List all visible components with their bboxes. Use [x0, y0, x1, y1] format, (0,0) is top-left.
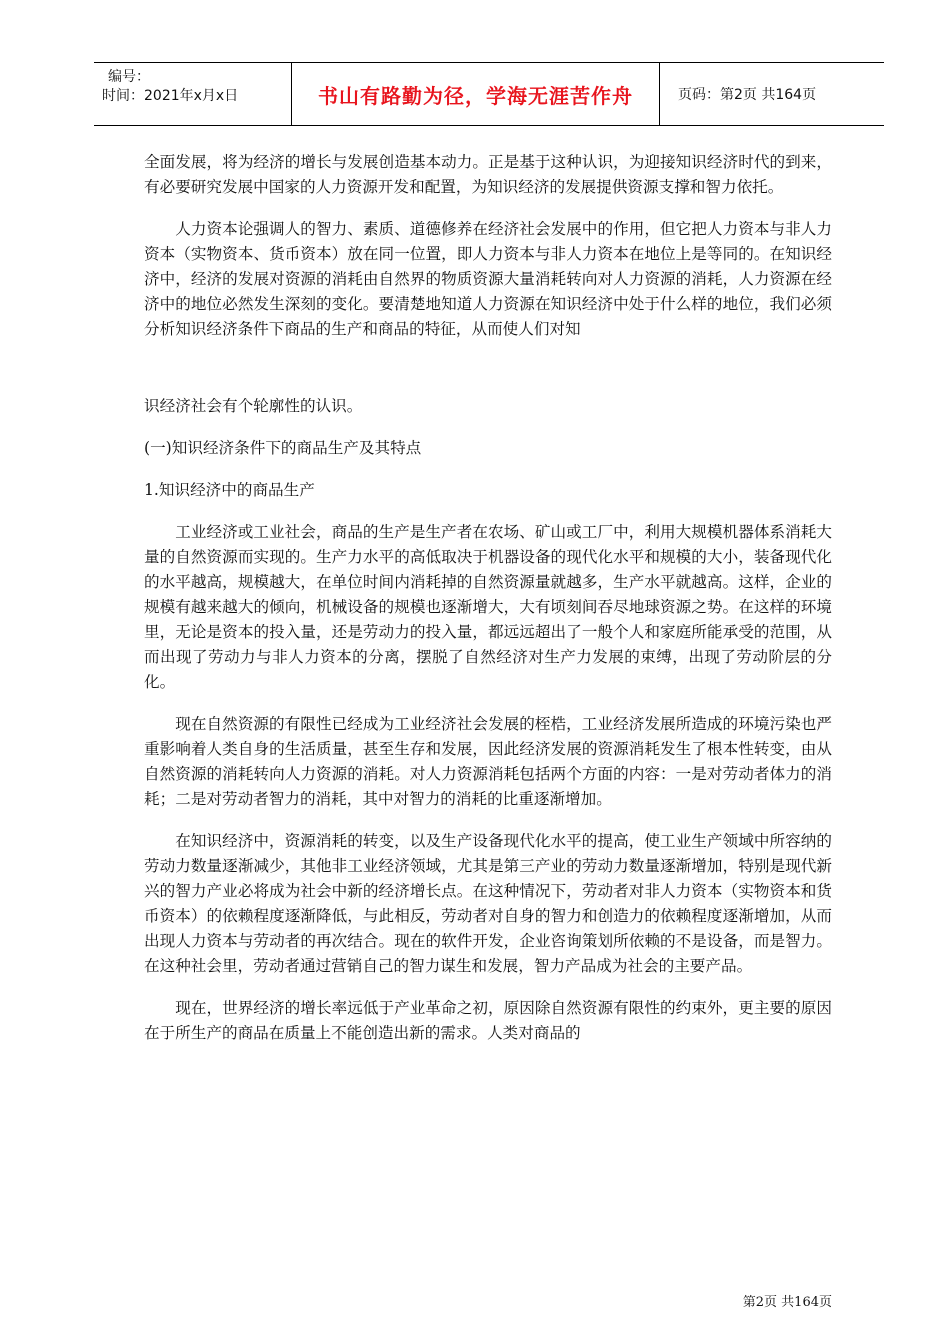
paragraph: 在知识经济中，资源消耗的转变，以及生产设备现代化水平的提高，使工业生产领域中所容纳的劳动力数量逐渐减少，其他非工业经济领域，尤其是第三产业的劳动力数量逐渐增加，特别是现代新兴的智力产业必将成为社会中新的经济增长点。在这种情况下，劳动者对非人力资本（实物资本和货币资本）的依赖程度逐渐降低，与此相反，劳动者对自身的智力和创造力的依赖程度逐渐增加，从而出现人力资本与劳动者的再次结合。现在的软件开发，企业咨询策划所依赖的不是设备，而是智力。在这种社会里，劳动者通过营销自己的智力谋生和发展，智力产品成为社会的主要产品。 — [144, 832, 832, 975]
page-header — [94, 62, 884, 126]
paragraph: 识经济社会有个轮廓性的认识。 — [144, 397, 363, 415]
paragraph: 全面发展，将为经济的增长与发展创造基本动力。正是基于这种认识，为迎接知识经济时代的到来，有必要研究发展中国家的人力资源开发和配置，为知识经济的发展提供资源支撑和智力依托。 — [144, 153, 832, 196]
header-motto-cell — [291, 63, 660, 125]
subsection-heading: 1.知识经济中的商品生产 — [144, 481, 315, 499]
serial-label: 编号： — [108, 69, 150, 85]
section-heading: (一)知识经济条件下的商品生产及其特点 — [144, 439, 422, 457]
paragraph: 现在自然资源的有限性已经成为工业经济社会发展的桎梏，工业经济发展所造成的环境污染也严重影响着人类自身的生活质量，甚至生存和发展，因此经济发展的资源消耗发生了根本性转变，由从自然资源的消耗转向人力资源的消耗。对人力资源消耗包括两个方面的内容：一是对劳动者体力的消耗；二是对劳动者智力的消耗，其中对智力的消耗的比重逐渐增加。 — [144, 715, 832, 808]
time-label: 时间：2021年x月x日 — [102, 88, 239, 104]
header-meta — [94, 63, 291, 125]
paragraph: 人力资本论强调人的智力、素质、道德修养在经济社会发展中的作用，但它把人力资本与非人力资本（实物资本、货币资本）放在同一位置，即人力资本与非人力资本在地位上是等同的。在知识经济中，经济的发展对资源的消耗由自然界的物质资源大量消耗转向对人力资源的消耗，人力资源在经济中的地位必然发生深刻的变化。要清楚地知道人力资源在知识经济中处于什么样的地位，我们必须分析知识经济条件下商品的生产和商品的特征，从而使人们对知 — [144, 220, 832, 338]
header-page-info: 页码：第2页 共164页 — [678, 87, 817, 103]
paragraph: 工业经济或工业社会，商品的生产是生产者在农场、矿山或工厂中，利用大规模机器体系消耗大量的自然资源而实现的。生产力水平的高低取决于机器设备的现代化水平和规模的大小，装备现代化的水平越高，规模越大，在单位时间内消耗掉的自然资源量就越多，生产水平就越高。这样，企业的规模有越来越大的倾向，机械设备的规模也逐渐增大，大有顷刻间吞尽地球资源之势。在这样的环境里，无论是资本的投入量，还是劳动力的投入量，都远远超出了一般个人和家庭所能承受的范围，从而出现了劳动力与非人力资本的分离，摆脱了自然经济对生产力发展的束缚，出现了劳动阶层的分化。 — [144, 523, 832, 691]
page-footer: 第2页 共164页 — [742, 1295, 832, 1310]
motto-text: 书山有路勤为径，学海无涯苦作舟 — [318, 83, 633, 108]
paragraph: 现在，世界经济的增长率远低于产业革命之初，原因除自然资源有限性的约束外，更主要的原因在于所生产的商品在质量上不能创造出新的需求。人类对商品的 — [144, 999, 832, 1042]
document-body — [144, 150, 832, 1063]
